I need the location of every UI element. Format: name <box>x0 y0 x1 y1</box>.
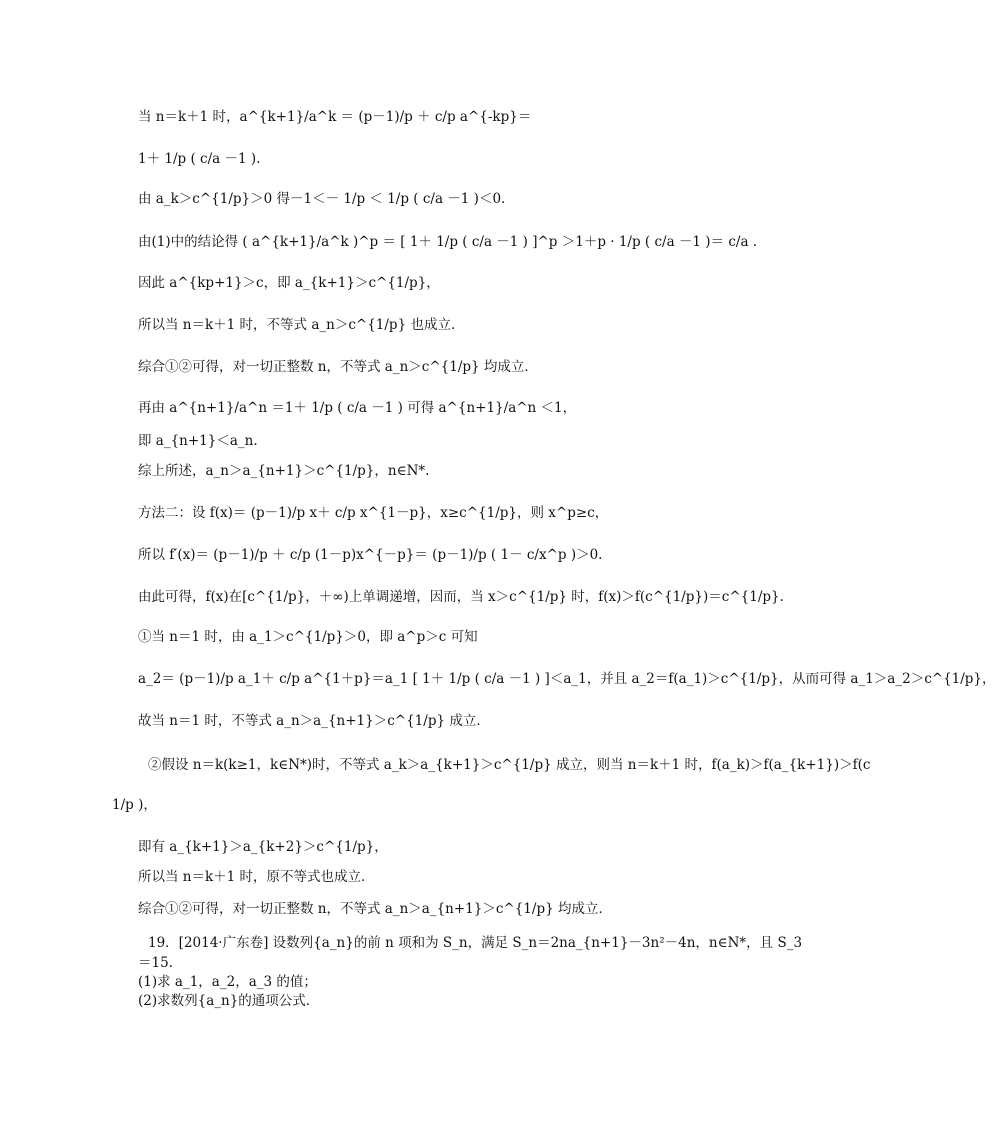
line-15: a_2＝ (p－1)/p a_1＋ c/p a^{1＋p}＝a_1 [ 1＋ 1/p ( c/a －1 ) ]＜a_1，并且 a_2＝f(a_1)＞c^{1/p}，从而可得 a_1＞a_2＞c^{1/p}， <box>138 671 996 687</box>
line-9: 即 a_{n+1}＜a_n. <box>138 433 258 449</box>
line-19: 即有 a_{k+1}＞a_{k+2}＞c^{1/p}， <box>138 839 388 855</box>
line-1: 当 n＝k＋1 时，a^{k+1}/a^k ＝ (p－1)/p ＋ c/p a^{-kp}＝ <box>138 109 532 125</box>
line-11: 方法二：设 f(x)＝ (p－1)/p x＋ c/p x^{1－p}，x≥c^{1/p}，则 x^p≥c， <box>138 505 609 521</box>
line-17: ②假设 n＝k(k≥1，k∈N*)时，不等式 a_k＞a_{k+1}＞c^{1/p} 成立，则当 n＝k＋1 时，f(a_k)＞f(a_{k+1})＞f(c <box>148 757 871 773</box>
line-5: 因此 a^{kp+1}＞c，即 a_{k+1}＞c^{1/p}， <box>138 275 440 291</box>
line-18: 1/p )， <box>112 797 157 813</box>
line-6: 所以当 n＝k＋1 时，不等式 a_n＞c^{1/p} 也成立． <box>138 317 465 333</box>
line-24: (1)求 a_1，a_2，a_3 的值； <box>138 974 317 990</box>
line-2: 1＋ 1/p ( c/a －1 ). <box>138 151 261 167</box>
line-16: 故当 n＝1 时，不等式 a_n＞a_{n+1}＞c^{1/p} 成立． <box>138 713 490 729</box>
line-13: 由此可得，f(x)在[c^{1/p}，＋∞)上单调递增，因而，当 x＞c^{1/p} 时，f(x)＞f(c^{1/p})＝c^{1/p}. <box>138 589 784 605</box>
line-22: 19．[2014·广东卷] 设数列{a_n}的前 n 项和为 S_n，满足 S_n＝2na_{n+1}－3n²－4n，n∈N*，且 S_3 <box>148 935 803 951</box>
line-25: (2)求数列{a_n}的通项公式． <box>138 993 320 1009</box>
line-14: ①当 n＝1 时，由 a_1＞c^{1/p}＞0，即 a^p＞c 可知 <box>138 629 478 645</box>
line-8: 再由 a^{n+1}/a^n ＝1＋ 1/p ( c/a －1 ) 可得 a^{n+1}/a^n ＜1， <box>138 400 577 416</box>
line-21: 综合①②可得，对一切正整数 n，不等式 a_n＞a_{n+1}＞c^{1/p} 均成立． <box>138 901 612 917</box>
line-3: 由 a_k＞c^{1/p}＞0 得－1＜－ 1/p ＜ 1/p ( c/a －1 )＜0. <box>138 191 506 207</box>
line-12: 所以 f′(x)＝ (p－1)/p ＋ c/p (1－p)x^{－p}＝ (p－1)/p ( 1－ c/x^p )＞0. <box>138 547 603 563</box>
line-20: 所以当 n＝k＋1 时，原不等式也成立． <box>138 869 375 885</box>
line-10: 综上所述，a_n＞a_{n+1}＞c^{1/p}，n∈N*. <box>138 463 430 479</box>
line-7: 综合①②可得，对一切正整数 n，不等式 a_n＞c^{1/p} 均成立． <box>138 359 538 375</box>
line-4: 由(1)中的结论得 ( a^{k+1}/a^k )^p ＝ [ 1＋ 1/p ( c/a －1 ) ]^p ＞1＋p · 1/p ( c/a －1 )＝ c/a . <box>138 234 758 250</box>
line-23: ＝15. <box>138 955 173 971</box>
